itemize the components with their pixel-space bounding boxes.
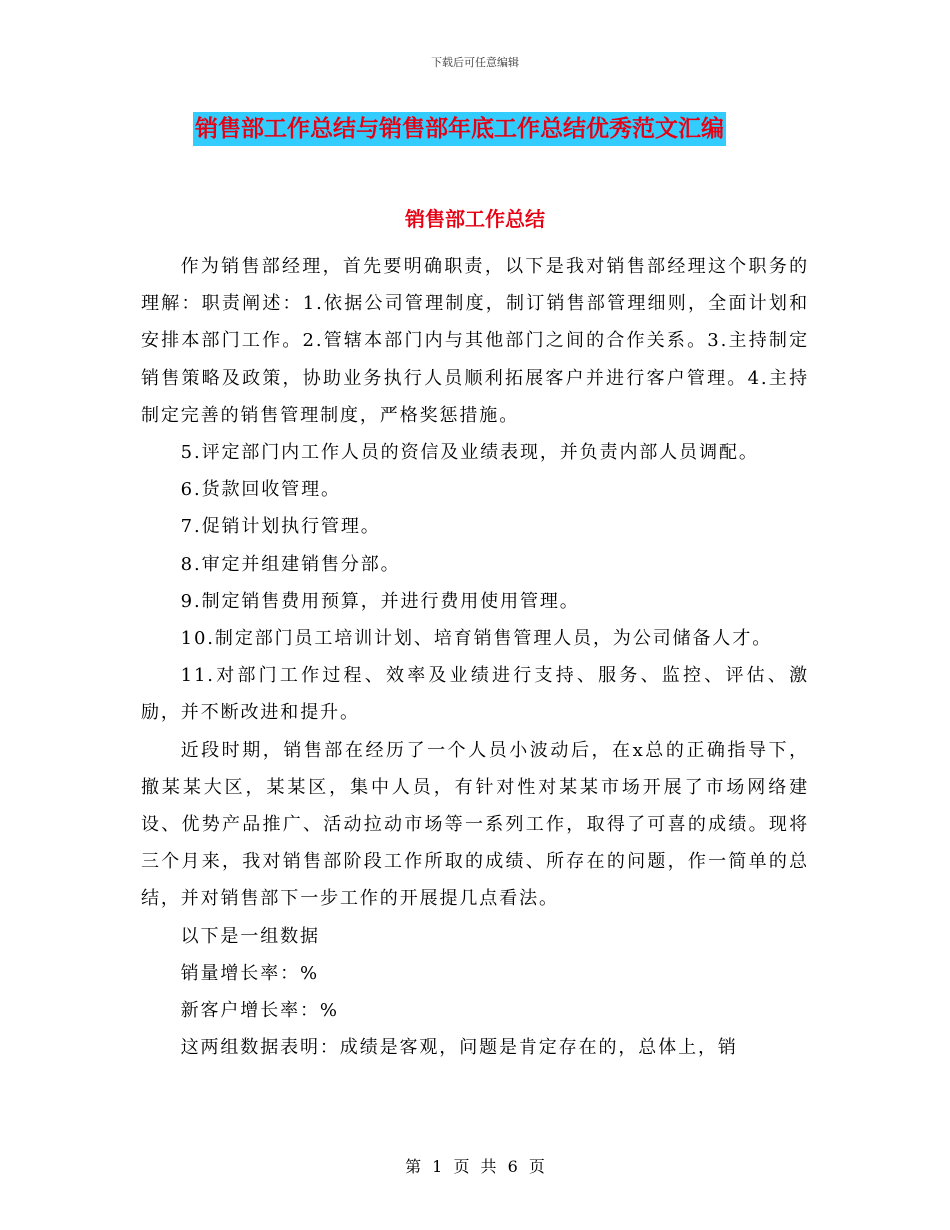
paragraph: 6.货款回收管理。 [180,479,341,501]
paragraph: 以下是一组数据 [180,925,320,947]
page-number-footer: 第 1 页 共 6 页 [405,1157,545,1176]
paragraph: 5.评定部门内工作人员的资信及业绩表现，并负责内部人员调配。 [180,442,759,464]
document-title: 销售部工作总结与销售部年底工作总结优秀范文汇编 [195,116,724,142]
paragraph: 8.审定并组建销售分部。 [180,553,401,575]
document-title-highlight [193,112,726,146]
paragraph: 作为销售部经理，首先要明确职责，以下是我对销售部经理这个职务的理解：职责阐述：1.依据公司管理制度，制订销售部管理细则，全面计划和安排本部门工作。2.管辖本部门内与其他部门之间的合作关系。3.主持制定销售策略及政策，协助业务执行人员顺利拓展客户并进行客户管理。4.主持制定完善的销售管理制度，严格奖惩措施。 [141,256,809,426]
paragraph: 10.制定部门员工培训计划、培育销售管理人员，为公司储备人才。 [180,628,773,650]
paragraph: 11.对部门工作过程、效率及业绩进行支持、服务、监控、评估、激励，并不断改进和提升。 [141,665,809,724]
body-text [141,248,809,1066]
paragraph: 新客户增长率：% [180,1000,339,1022]
paragraph: 销量增长率：% [180,962,319,984]
paragraph: 9.制定销售费用预算，并进行费用使用管理。 [180,590,580,612]
paragraph: 这两组数据表明：成绩是客观，问题是肯定存在的，总体上，销 [180,1037,738,1059]
paragraph: 近段时期，销售部在经历了一个人员小波动后，在x总的正确指导下，撤某某大区，某某区，集中人员，有针对性对某某市场开展了市场网络建设、优势产品推广、活动拉动市场等一系列工作，取得了可喜的成绩。现将三个月来，我对销售部阶段工作所取的成绩、所存在的问题，作一简单的总结，并对销售部下一步工作的开展提几点看法。 [141,739,809,910]
section-title: 销售部工作总结 [405,207,545,231]
header-note: 下载后可任意编辑 [431,56,519,69]
paragraph: 7.促销计划执行管理。 [180,516,381,538]
